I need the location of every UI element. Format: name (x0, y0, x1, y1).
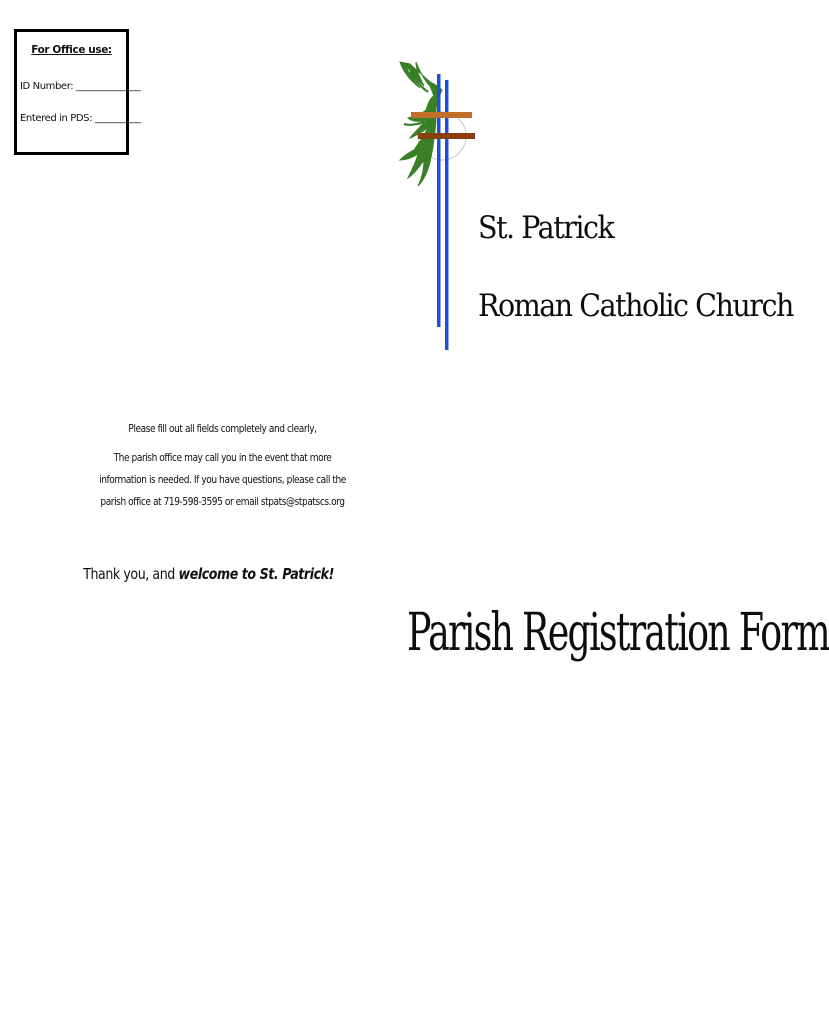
thank-you-message (83, 565, 334, 583)
welcome-emphasis: welcome to St. Patrick! (178, 565, 334, 583)
form-title: Parish Registration Form (407, 603, 829, 663)
pds-entry-field: Entered in PDS: __________ (20, 113, 141, 124)
cross-beam-top (411, 112, 472, 118)
instructions (91, 418, 353, 513)
cross-bar-right (445, 80, 449, 350)
instructions-line1: Please fill out all fields completely and clearly, (128, 423, 317, 435)
office-use-box (14, 29, 141, 155)
cross-bar-left (437, 74, 441, 327)
church-name-line2: Roman Catholic Church (478, 288, 793, 324)
instructions-paragraph: The parish office may call you in the event that more information is needed. If you have questions, please call the parish office at 719-598-3595 or email stpats@stpatscs.org (99, 452, 346, 508)
church-name-line1: St. Patrick (478, 210, 614, 246)
office-use-title: For Office use: (31, 44, 112, 56)
thank-you-prefix: Thank you, and (83, 565, 179, 583)
cross-dove-logo-icon (390, 52, 490, 357)
id-number-field: ID Number: ______________ (20, 81, 141, 92)
cross-beam-bottom (418, 133, 475, 139)
